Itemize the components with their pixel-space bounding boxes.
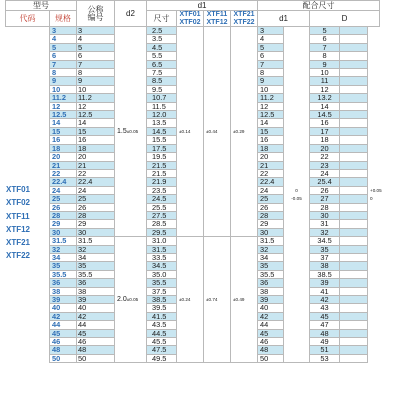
d1-size-cell: 7.5 [147, 69, 177, 77]
xtf1112-header: XTF11 XTF12 [204, 11, 231, 27]
mating-d1-cell: 18 [258, 144, 284, 152]
spec-cell: 9 [50, 77, 77, 85]
spec-cell: 32 [50, 245, 77, 253]
mating-d1-cell: 36 [258, 279, 284, 287]
mating-d1-cell: 44 [258, 321, 284, 329]
d1-tolerance-a: ±0.24 [177, 237, 204, 363]
mating-D-spacer [340, 144, 368, 152]
spec-cell: 26 [50, 203, 77, 211]
mating-d1-cell: 35.5 [258, 270, 284, 278]
mating-D-spacer [340, 43, 368, 51]
mating-D-spacer [340, 102, 368, 110]
mating-D-cell: 14.5 [310, 111, 340, 119]
mating-D-spacer [340, 161, 368, 169]
spec-cell: 11.2 [50, 94, 77, 102]
mating-D-cell: 11 [310, 77, 340, 85]
code-header: 代码 [6, 11, 50, 27]
mating-d1-cell: 28 [258, 211, 284, 219]
mating-D-spacer [340, 312, 368, 320]
d1-size-cell: 44.5 [147, 329, 177, 337]
nominal-cell: 44 [77, 321, 115, 329]
mating-D-cell: 27 [310, 195, 340, 203]
spec-cell: 5 [50, 43, 77, 51]
product-code: XTF12 [6, 224, 31, 234]
d1-tolerance-b: ±0.44 [204, 27, 231, 237]
spec-cell: 39 [50, 296, 77, 304]
nominal-cell: 12 [77, 102, 115, 110]
d2-value: 1.5 [117, 127, 127, 135]
mating-d1-cell: 10 [258, 85, 284, 93]
spec-cell: 21 [50, 161, 77, 169]
spec-cell: 45 [50, 329, 77, 337]
spec-cell: 46 [50, 338, 77, 346]
mating-D-spacer [340, 119, 368, 127]
mating-D-cell: 25.4 [310, 178, 340, 186]
mating-D-spacer [340, 60, 368, 68]
d1-size-cell: 28.5 [147, 220, 177, 228]
model-header: 型号 [6, 1, 77, 11]
spec-cell: 42 [50, 312, 77, 320]
d1-size-cell: 34.5 [147, 262, 177, 270]
spec-cell: 35 [50, 262, 77, 270]
mating-D-spacer [340, 262, 368, 270]
d1-size-cell: 24.5 [147, 195, 177, 203]
spec-cell: 38 [50, 287, 77, 295]
mating-d1-cell: 30 [258, 228, 284, 236]
mating-d1-cell: 50 [258, 354, 284, 362]
mating-d1-cell: 8 [258, 69, 284, 77]
mating-d1-cell: 46 [258, 338, 284, 346]
d1-size-cell: 15.5 [147, 136, 177, 144]
nominal-header-line1: 公称 [87, 4, 104, 14]
spec-cell: 48 [50, 346, 77, 354]
nominal-cell: 34 [77, 253, 115, 261]
spec-cell: 7 [50, 60, 77, 68]
mating-D-cell: 45 [310, 312, 340, 320]
mating-D-spacer [340, 52, 368, 60]
d1-size-cell: 39.5 [147, 304, 177, 312]
mating-d1-cell: 39 [258, 296, 284, 304]
mating-D-spacer [340, 228, 368, 236]
d1-size-cell: 47.5 [147, 346, 177, 354]
mating-D-cell: 30 [310, 211, 340, 219]
mating-D-spacer [340, 287, 368, 295]
mating-D-spacer [340, 237, 368, 245]
d1-size-cell: 12.0 [147, 111, 177, 119]
mating-D-cell: 10 [310, 69, 340, 77]
spec-cell: 40 [50, 304, 77, 312]
nominal-cell: 30 [77, 228, 115, 236]
nominal-cell: 6 [77, 52, 115, 60]
mating-D-spacer [340, 77, 368, 85]
mating-D-spacer [340, 279, 368, 287]
spec-cell: 34 [50, 253, 77, 261]
spec-table [5, 0, 380, 363]
mating-D-cell: 8 [310, 52, 340, 60]
nominal-cell: 48 [77, 346, 115, 354]
mating-D-cell: 5 [310, 27, 340, 35]
d2-cell [115, 237, 147, 363]
nominal-cell: 24 [77, 186, 115, 194]
mating-D-spacer [340, 186, 368, 194]
mating-D-cell: 41 [310, 287, 340, 295]
mating-d1-cell: 24 [258, 186, 284, 194]
mating-D-spacer [340, 94, 368, 102]
spec-header: 规格 [50, 11, 77, 27]
nominal-cell: 7 [77, 60, 115, 68]
mating-D-cell: 38.5 [310, 270, 340, 278]
mating-D-cell: 13.2 [310, 94, 340, 102]
nominal-cell: 42 [77, 312, 115, 320]
mating-D-cell: 26 [310, 186, 340, 194]
mating-D-cell: 18 [310, 136, 340, 144]
mating-d1-cell: 22 [258, 169, 284, 177]
d1-size-cell: 45.5 [147, 338, 177, 346]
nominal-cell: 18 [77, 144, 115, 152]
nominal-cell: 29 [77, 220, 115, 228]
d1-size-cell: 27.5 [147, 211, 177, 219]
mating-d1-cell: 48 [258, 346, 284, 354]
mating-D-cell: 9 [310, 60, 340, 68]
mating-d1-tolerance [284, 27, 310, 363]
d1-size-cell: 11.5 [147, 102, 177, 110]
nominal-cell: 50 [77, 354, 115, 362]
mating-D-spacer [340, 85, 368, 93]
mating-d1-cell: 38 [258, 287, 284, 295]
mating-D-header: D [310, 11, 380, 27]
mating-d1-cell: 31.5 [258, 237, 284, 245]
mating-D-spacer [340, 169, 368, 177]
mating-d1-cell: 42 [258, 312, 284, 320]
spec-cell: 12 [50, 102, 77, 110]
mating-D-spacer [340, 354, 368, 362]
mating-D-spacer [340, 270, 368, 278]
mating-D-spacer [340, 346, 368, 354]
d1-size-cell: 2.5 [147, 27, 177, 35]
mating-d1-cell: 25 [258, 195, 284, 203]
mating-D-cell: 12 [310, 85, 340, 93]
mating-D-cell: 20 [310, 144, 340, 152]
product-code: XTF21 [6, 238, 31, 248]
d1-size-cell: 6.5 [147, 60, 177, 68]
mating-d1-cell: 21 [258, 161, 284, 169]
header-row-2 [6, 11, 380, 27]
d1-tolerance-c: ±0.49 [231, 237, 258, 363]
nominal-cell: 15 [77, 127, 115, 135]
mating-d1-cell: 40 [258, 304, 284, 312]
mating-d1-tol-lower: -0.05 [291, 195, 302, 201]
spec-table-sheet [5, 0, 382, 363]
nominal-cell: 38 [77, 287, 115, 295]
spec-cell: 22 [50, 169, 77, 177]
mating-D-spacer [340, 178, 368, 186]
d1-size-cell: 23.5 [147, 186, 177, 194]
mating-D-spacer [340, 304, 368, 312]
mating-d1-cell: 12 [258, 102, 284, 110]
mating-D-cell: 23 [310, 161, 340, 169]
mating-D-cell: 37 [310, 253, 340, 261]
table-row [6, 237, 380, 245]
spec-cell: 31.5 [50, 237, 77, 245]
mating-d1-cell: 5 [258, 43, 284, 51]
mating-d1-cell: 4 [258, 35, 284, 43]
spec-cell: 25 [50, 195, 77, 203]
mating-d1-tol-upper: 0 [295, 188, 298, 194]
spec-cell: 6 [50, 52, 77, 60]
d1-header: d1 [147, 1, 258, 11]
mating-D-cell: 43 [310, 304, 340, 312]
mating-D-cell: 38 [310, 262, 340, 270]
nominal-cell: 10 [77, 85, 115, 93]
mating-d1-cell: 6 [258, 52, 284, 60]
d1-size-cell: 3.5 [147, 35, 177, 43]
d1-size-cell: 31.5 [147, 245, 177, 253]
mating-D-cell: 6 [310, 35, 340, 43]
d1-size-cell: 21.9 [147, 178, 177, 186]
nominal-cell: 28 [77, 211, 115, 219]
d1-size-cell: 37.5 [147, 287, 177, 295]
code-column [6, 183, 50, 263]
mating-D-spacer [340, 127, 368, 135]
nominal-cell: 39 [77, 296, 115, 304]
d1-size-cell: 31.0 [147, 237, 177, 245]
nominal-cell: 31.5 [77, 237, 115, 245]
mating-d1-cell: 34 [258, 253, 284, 261]
mating-d1-cell: 32 [258, 245, 284, 253]
d2-cell [115, 27, 147, 237]
d1-size-cell: 38.5 [147, 296, 177, 304]
mating-D-spacer [340, 35, 368, 43]
mating-header: 配合尺寸 [258, 1, 380, 11]
nominal-cell: 36 [77, 279, 115, 287]
mating-D-cell: 34.5 [310, 237, 340, 245]
mating-D-cell: 35 [310, 245, 340, 253]
spec-cell: 15 [50, 127, 77, 135]
d1-tolerance-b: ±0.74 [204, 237, 231, 363]
xtf0102-header: XTF01 XTF02 [177, 11, 204, 27]
mating-D-cell: 24 [310, 169, 340, 177]
d1-size-cell: 17.5 [147, 144, 177, 152]
mating-D-spacer [340, 136, 368, 144]
d2-header: d2 [115, 1, 147, 27]
nominal-header-line2: 编号 [87, 12, 104, 22]
spec-cell: 8 [50, 69, 77, 77]
nominal-cell: 21 [77, 161, 115, 169]
mating-d1-cell: 11.2 [258, 94, 284, 102]
nominal-cell: 5 [77, 43, 115, 51]
mating-D-spacer [340, 69, 368, 77]
spec-cell: 18 [50, 144, 77, 152]
mating-D-tol-upper: +0.05 [370, 188, 382, 194]
d1-size-cell: 41.5 [147, 312, 177, 320]
spec-cell: 10 [50, 85, 77, 93]
mating-d1-cell: 22.4 [258, 178, 284, 186]
d1-tolerance-c: ±0.29 [231, 27, 258, 237]
mating-D-cell: 48 [310, 329, 340, 337]
mating-D-cell: 14 [310, 102, 340, 110]
mating-D-cell: 22 [310, 153, 340, 161]
mating-d1-cell: 16 [258, 136, 284, 144]
d1-size-cell: 35.5 [147, 279, 177, 287]
nominal-cell: 22 [77, 169, 115, 177]
spec-cell: 16 [50, 136, 77, 144]
nominal-cell: 45 [77, 329, 115, 337]
mating-D-spacer [340, 195, 368, 203]
nominal-cell: 14 [77, 119, 115, 127]
nominal-cell: 32 [77, 245, 115, 253]
header-row-1 [6, 1, 380, 11]
nominal-cell: 35 [77, 262, 115, 270]
nominal-cell: 4 [77, 35, 115, 43]
d1-size-cell: 29.5 [147, 228, 177, 236]
xtf2122-header: XTF21 XTF22 [231, 11, 258, 27]
mating-d1-cell: 14 [258, 119, 284, 127]
mating-d1-cell: 9 [258, 77, 284, 85]
d1-size-cell: 25.5 [147, 203, 177, 211]
spec-cell: 12.5 [50, 111, 77, 119]
d1-size-cell: 8.5 [147, 77, 177, 85]
mating-D-cell: 7 [310, 43, 340, 51]
nominal-cell: 40 [77, 304, 115, 312]
d1-size-cell: 5.5 [147, 52, 177, 60]
product-code: XTF01 [6, 185, 31, 194]
product-code: XTF02 [6, 198, 31, 208]
nominal-cell: 9 [77, 77, 115, 85]
mating-d1-cell: 15 [258, 127, 284, 135]
nominal-cell: 11.2 [77, 94, 115, 102]
spec-cell: 24 [50, 186, 77, 194]
spec-cell: 14 [50, 119, 77, 127]
spec-cell: 20 [50, 153, 77, 161]
mating-D-spacer [340, 245, 368, 253]
d2-tolerance: ±0.05 [126, 297, 139, 302]
mating-D-spacer [340, 321, 368, 329]
d1-size-cell: 33.5 [147, 253, 177, 261]
mating-d1-cell: 20 [258, 153, 284, 161]
d1-tolerance-a: ±0.14 [177, 27, 204, 237]
mating-D-cell: 42 [310, 296, 340, 304]
nominal-cell: 46 [77, 338, 115, 346]
d1-size-cell: 9.5 [147, 85, 177, 93]
mating-D-spacer [340, 203, 368, 211]
d1-size-cell: 19.5 [147, 153, 177, 161]
spec-cell: 50 [50, 354, 77, 362]
d1-size-cell: 13.5 [147, 119, 177, 127]
mating-D-spacer [340, 211, 368, 219]
mating-d1-cell: 12.5 [258, 111, 284, 119]
product-code: XTF11 [6, 211, 30, 221]
spec-cell: 3 [50, 27, 77, 35]
d2-value: 2.0 [117, 296, 127, 303]
spec-cell: 44 [50, 321, 77, 329]
mating-D-cell: 51 [310, 346, 340, 354]
spec-cell: 28 [50, 211, 77, 219]
d1-size-cell: 4.5 [147, 43, 177, 51]
nominal-cell: 22.4 [77, 178, 115, 186]
nominal-cell: 16 [77, 136, 115, 144]
mating-D-tolerance [368, 27, 380, 363]
d1-size-cell: 21.5 [147, 169, 177, 177]
d1-size-cell: 10.7 [147, 94, 177, 102]
mating-D-spacer [340, 253, 368, 261]
mating-d1-cell: 35 [258, 262, 284, 270]
spec-cell: 36 [50, 279, 77, 287]
mating-D-spacer [340, 329, 368, 337]
mating-d1-cell: 26 [258, 203, 284, 211]
d2-tolerance: ±0.05 [126, 128, 139, 134]
mating-D-cell: 53 [310, 354, 340, 362]
mating-d1-header: d1 [258, 11, 310, 27]
nominal-cell: 8 [77, 69, 115, 77]
nominal-cell: 12.5 [77, 111, 115, 119]
spec-cell: 4 [50, 35, 77, 43]
nominal-cell: 25 [77, 195, 115, 203]
mating-d1-cell: 7 [258, 60, 284, 68]
mating-D-tol-lower: 0 [370, 195, 373, 201]
mating-D-cell: 47 [310, 321, 340, 329]
mating-D-cell: 49 [310, 338, 340, 346]
mating-D-cell: 17 [310, 127, 340, 135]
d1-size-cell: 21.5 [147, 161, 177, 169]
mating-D-spacer [340, 296, 368, 304]
spec-cell: 22.4 [50, 178, 77, 186]
mating-D-spacer [340, 111, 368, 119]
mating-D-cell: 28 [310, 203, 340, 211]
product-code: XTF22 [6, 251, 31, 261]
spec-cell: 35.5 [50, 270, 77, 278]
mating-D-spacer [340, 153, 368, 161]
mating-D-cell: 32 [310, 228, 340, 236]
nominal-cell: 26 [77, 203, 115, 211]
mating-D-spacer [340, 220, 368, 228]
d1-size-cell: 43.5 [147, 321, 177, 329]
nominal-cell: 35.5 [77, 270, 115, 278]
size-header: 尺寸 [147, 11, 177, 27]
d1-size-cell: 14.5 [147, 127, 177, 135]
mating-d1-cell: 3 [258, 27, 284, 35]
mating-D-spacer [340, 27, 368, 35]
mating-D-cell: 31 [310, 220, 340, 228]
mating-d1-cell: 29 [258, 220, 284, 228]
spec-cell: 29 [50, 220, 77, 228]
nominal-cell: 3 [77, 27, 115, 35]
mating-D-cell: 16 [310, 119, 340, 127]
nominal-cell: 20 [77, 153, 115, 161]
nominal-header [77, 1, 115, 27]
spec-cell: 30 [50, 228, 77, 236]
d1-size-cell: 49.5 [147, 354, 177, 362]
mating-D-spacer [340, 338, 368, 346]
d1-size-cell: 35.0 [147, 270, 177, 278]
mating-d1-cell: 45 [258, 329, 284, 337]
mating-D-cell: 39 [310, 279, 340, 287]
